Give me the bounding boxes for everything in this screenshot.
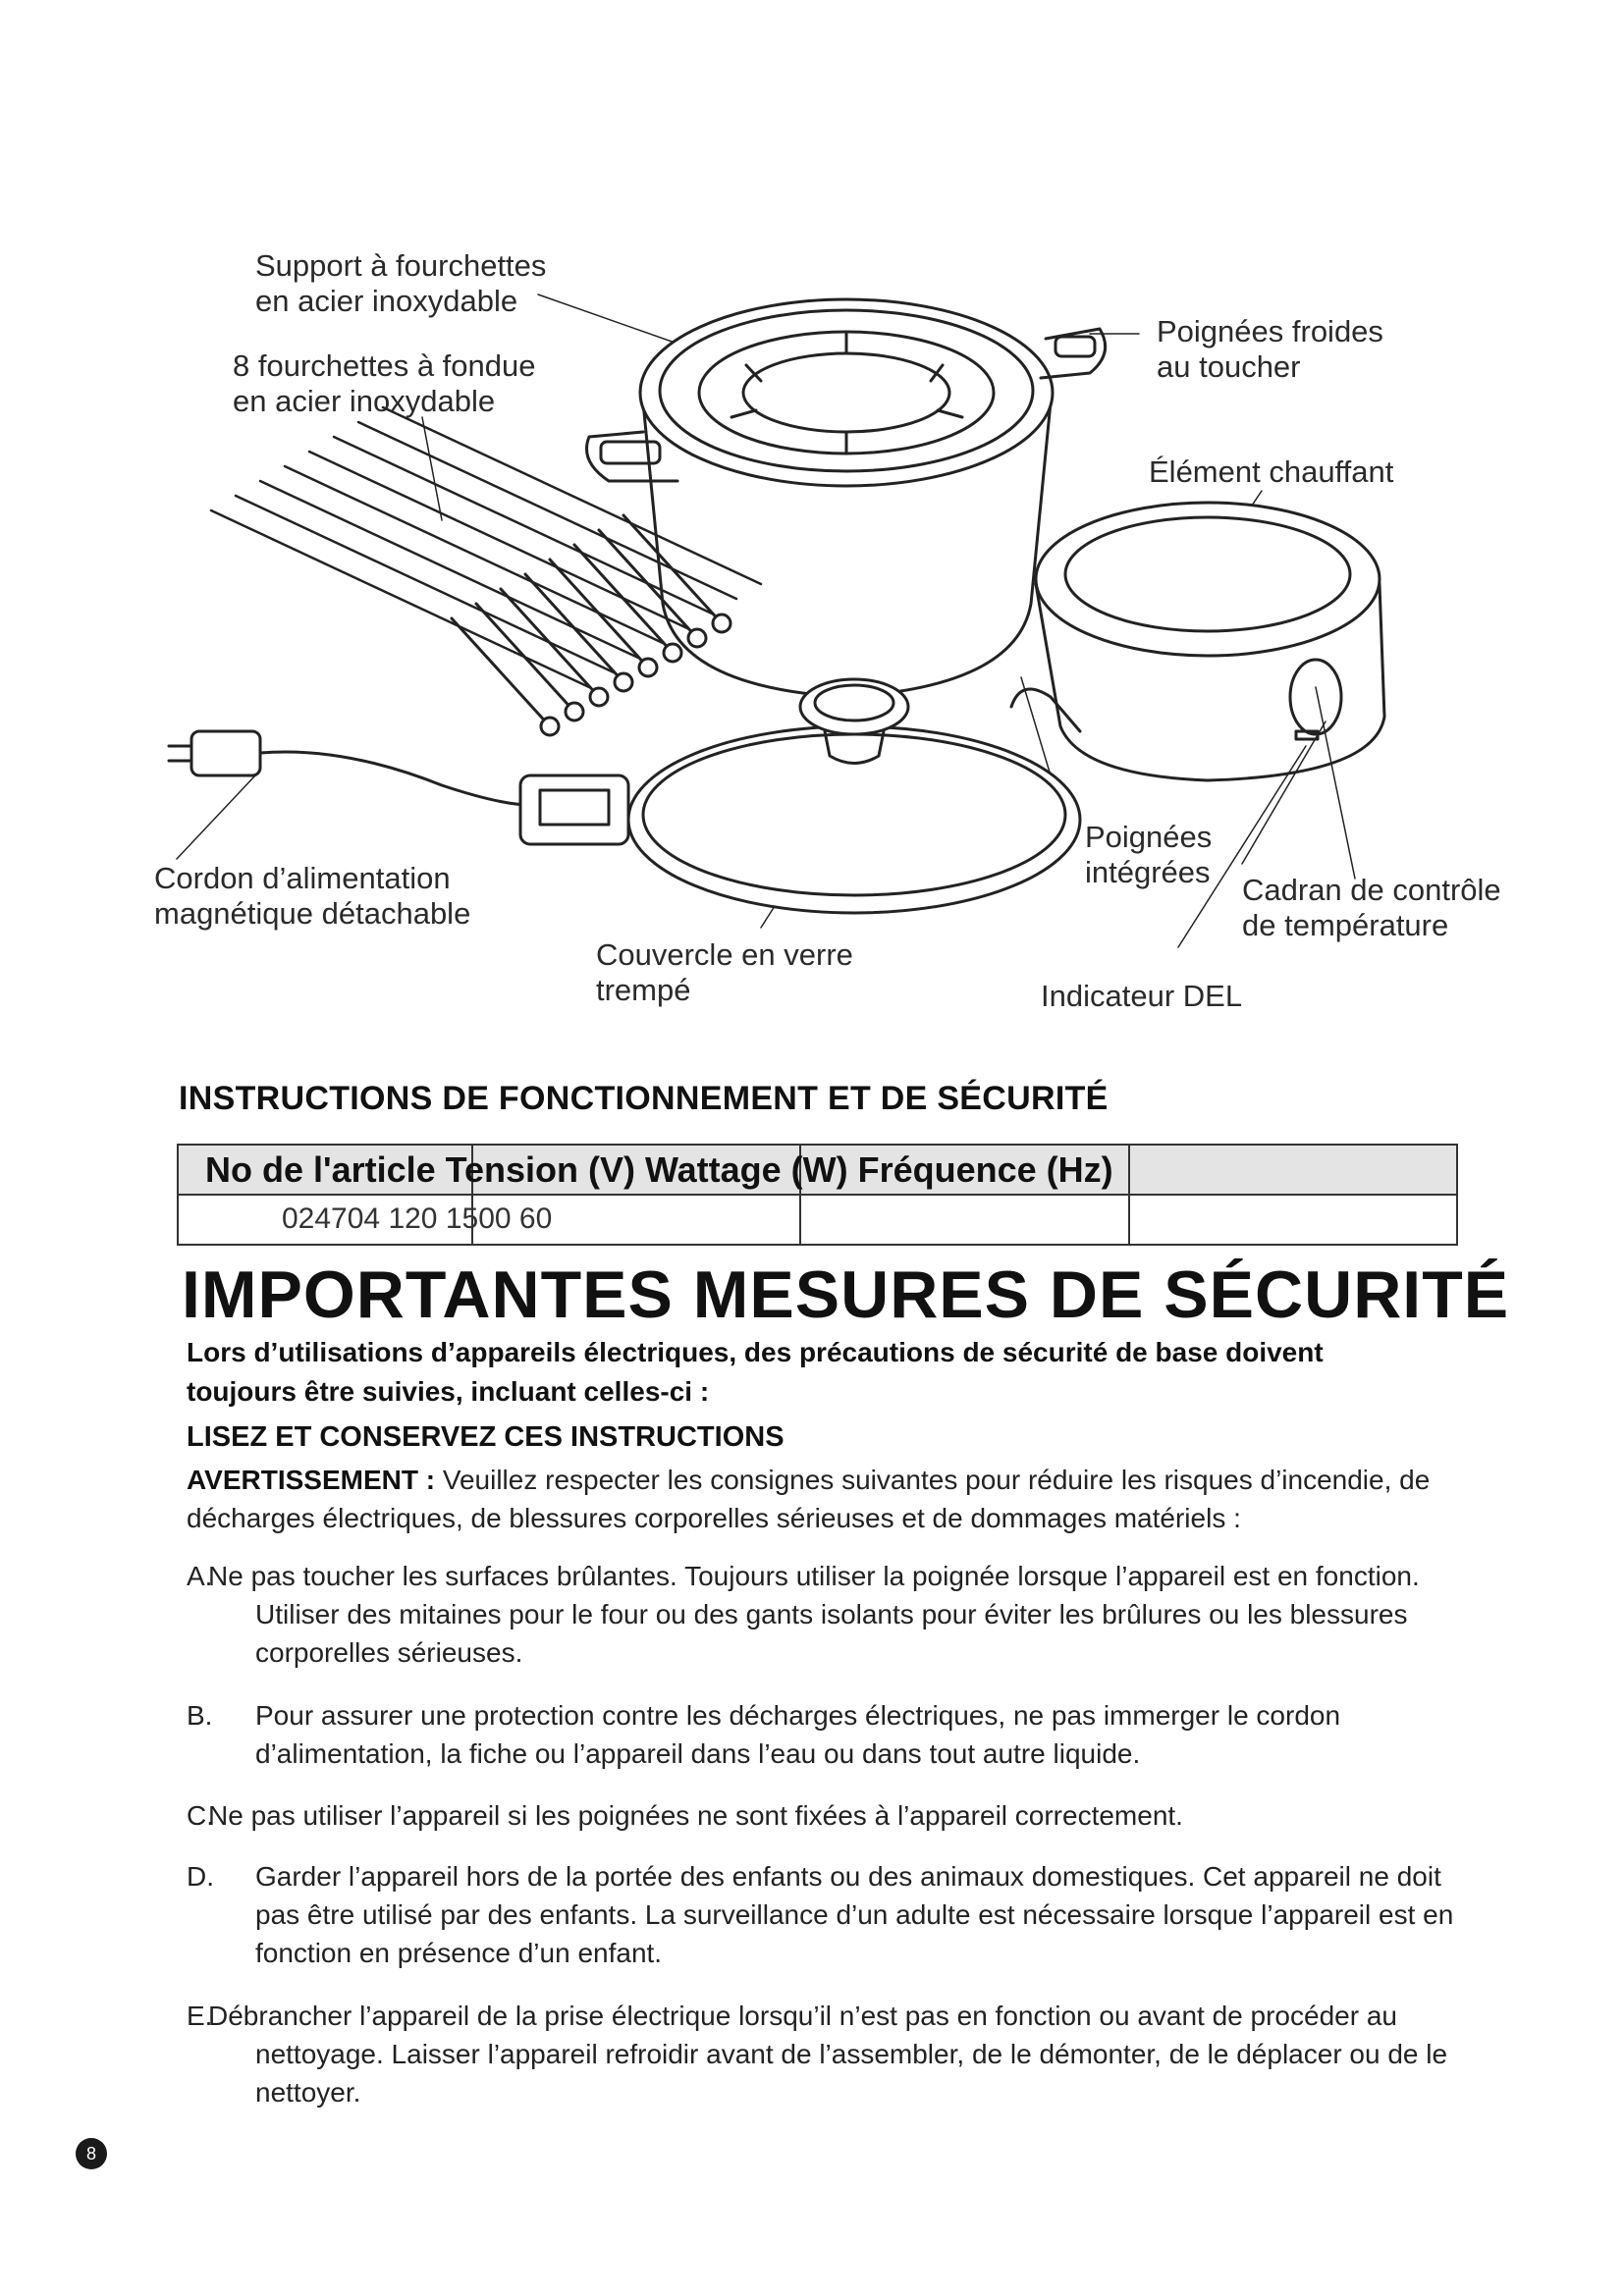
glass-lid-label-line1: Couvercle en verre — [596, 937, 853, 972]
spec-cell — [1129, 1145, 1458, 1195]
power-cord-label-line2: magnétique détachable — [154, 896, 471, 931]
fork-support-label — [255, 248, 546, 319]
power-cord-label — [154, 861, 470, 932]
power-cord-label-line1: Cordon d’alimentation — [154, 861, 451, 895]
list-item-text: Débrancher l’appareil de la prise électrique lorsqu’il n’est pas en fonction ou avant de procéder au nettoyage. Laisser l’appareil refroidir avant de l’assembler, de le démonter, de le déplacer ou de le nettoyer. — [208, 2001, 1448, 2108]
cool-handles-label-line1: Poignées froides — [1157, 314, 1383, 348]
main-title: IMPORTANTES MESURES DE SÉCURITÉ — [182, 1257, 1510, 1332]
heating-element-label: Élément chauffant — [1149, 454, 1394, 489]
intro-text: Lors d’utilisations d’appareils électriques, des précautions de sécurité de base doivent toujours être suivies, incluant celles-ci : — [187, 1337, 1324, 1407]
glass-lid-label — [596, 937, 853, 1008]
list-item-text: Ne pas utiliser l’appareil si les poignées ne sont fixées à l’appareil correctement. — [208, 1800, 1183, 1831]
spec-table-header-text: No de l'article Tension (V) Wattage (W) Fréquence (Hz) — [205, 1149, 1113, 1190]
list-item — [187, 1796, 1463, 1835]
list-item-letter: C. — [187, 1800, 214, 1831]
list-item-letter: E. — [187, 2001, 213, 2031]
spec-table-header-row — [178, 1145, 1457, 1195]
integrated-handles-label-line2: intégrées — [1085, 855, 1211, 889]
list-item-text: Garder l’appareil hors de la portée des enfants ou des animaux domestiques. Cet appareil ne doit pas être utilisé par des enfants. La surveillance d’un adulte est nécessaire lorsque l’appareil est en fonction en présence d’un enfant. — [255, 1861, 1454, 1968]
spec-cell — [1129, 1195, 1458, 1245]
read-instructions-heading: LISEZ ET CONSERVEZ CES INSTRUCTIONS — [187, 1421, 785, 1453]
warning-text: Veuillez respecter les consignes suivantes pour réduire les risques d’incendie, de décharges électriques, de blessures corporelles sérieuses et de dommages matériels : — [187, 1465, 1431, 1533]
led-indicator-label: Indicateur DEL — [1041, 979, 1243, 1013]
spec-table-values-text: 024704 120 1500 60 — [282, 1202, 553, 1235]
temperature-dial-label — [1242, 873, 1501, 943]
forks-label — [233, 348, 536, 419]
list-item-text: Ne pas toucher les surfaces brûlantes. Toujours utiliser la poignée lorsque l’appareil est en fonction. Utiliser des mitaines pour le four ou des gants isolants pour éviter les brûlures ou les blessures corporelles sérieuses. — [208, 1561, 1420, 1668]
warning-label: AVERTISSEMENT : — [187, 1465, 436, 1495]
cool-handles-label — [1157, 314, 1383, 385]
spec-table — [177, 1144, 1458, 1246]
spec-table-value-row — [178, 1195, 1457, 1245]
integrated-handles-label-line1: Poignées — [1085, 820, 1213, 854]
spec-cell — [800, 1195, 1128, 1245]
fork-support-label-line2: en acier inoxydable — [255, 284, 518, 318]
warning-paragraph — [187, 1461, 1463, 1537]
section-title: INSTRUCTIONS DE FONCTIONNEMENT ET DE SÉCURITÉ — [179, 1080, 1109, 1117]
temperature-dial-label-line1: Cadran de contrôle — [1242, 873, 1501, 907]
cool-handles-label-line2: au toucher — [1157, 349, 1301, 384]
list-item-letter: B. — [187, 1700, 213, 1731]
glass-lid-label-line2: trempé — [596, 973, 691, 1007]
spec-cell — [178, 1145, 1113, 1195]
forks-label-line1: 8 fourchettes à fondue — [233, 348, 536, 383]
list-item-letter: D. — [187, 1861, 214, 1892]
fork-support-label-line1: Support à fourchettes — [255, 248, 547, 283]
list-item — [187, 1857, 1463, 1972]
list-item — [187, 1997, 1463, 2111]
forks-label-line2: en acier inoxydable — [233, 384, 496, 418]
list-item-letter: A. — [187, 1561, 213, 1591]
spec-cell — [178, 1195, 553, 1245]
page-number: 8 — [76, 2138, 107, 2169]
integrated-handles-label — [1085, 820, 1212, 890]
list-item-text: Pour assurer une protection contre les décharges électriques, ne pas immerger le cordon d’alimentation, la fiche ou l’appareil dans l’eau ou dans tout autre liquide. — [255, 1700, 1341, 1769]
list-item — [187, 1557, 1463, 1672]
list-item — [187, 1696, 1463, 1773]
temperature-dial-label-line2: de température — [1242, 908, 1449, 942]
